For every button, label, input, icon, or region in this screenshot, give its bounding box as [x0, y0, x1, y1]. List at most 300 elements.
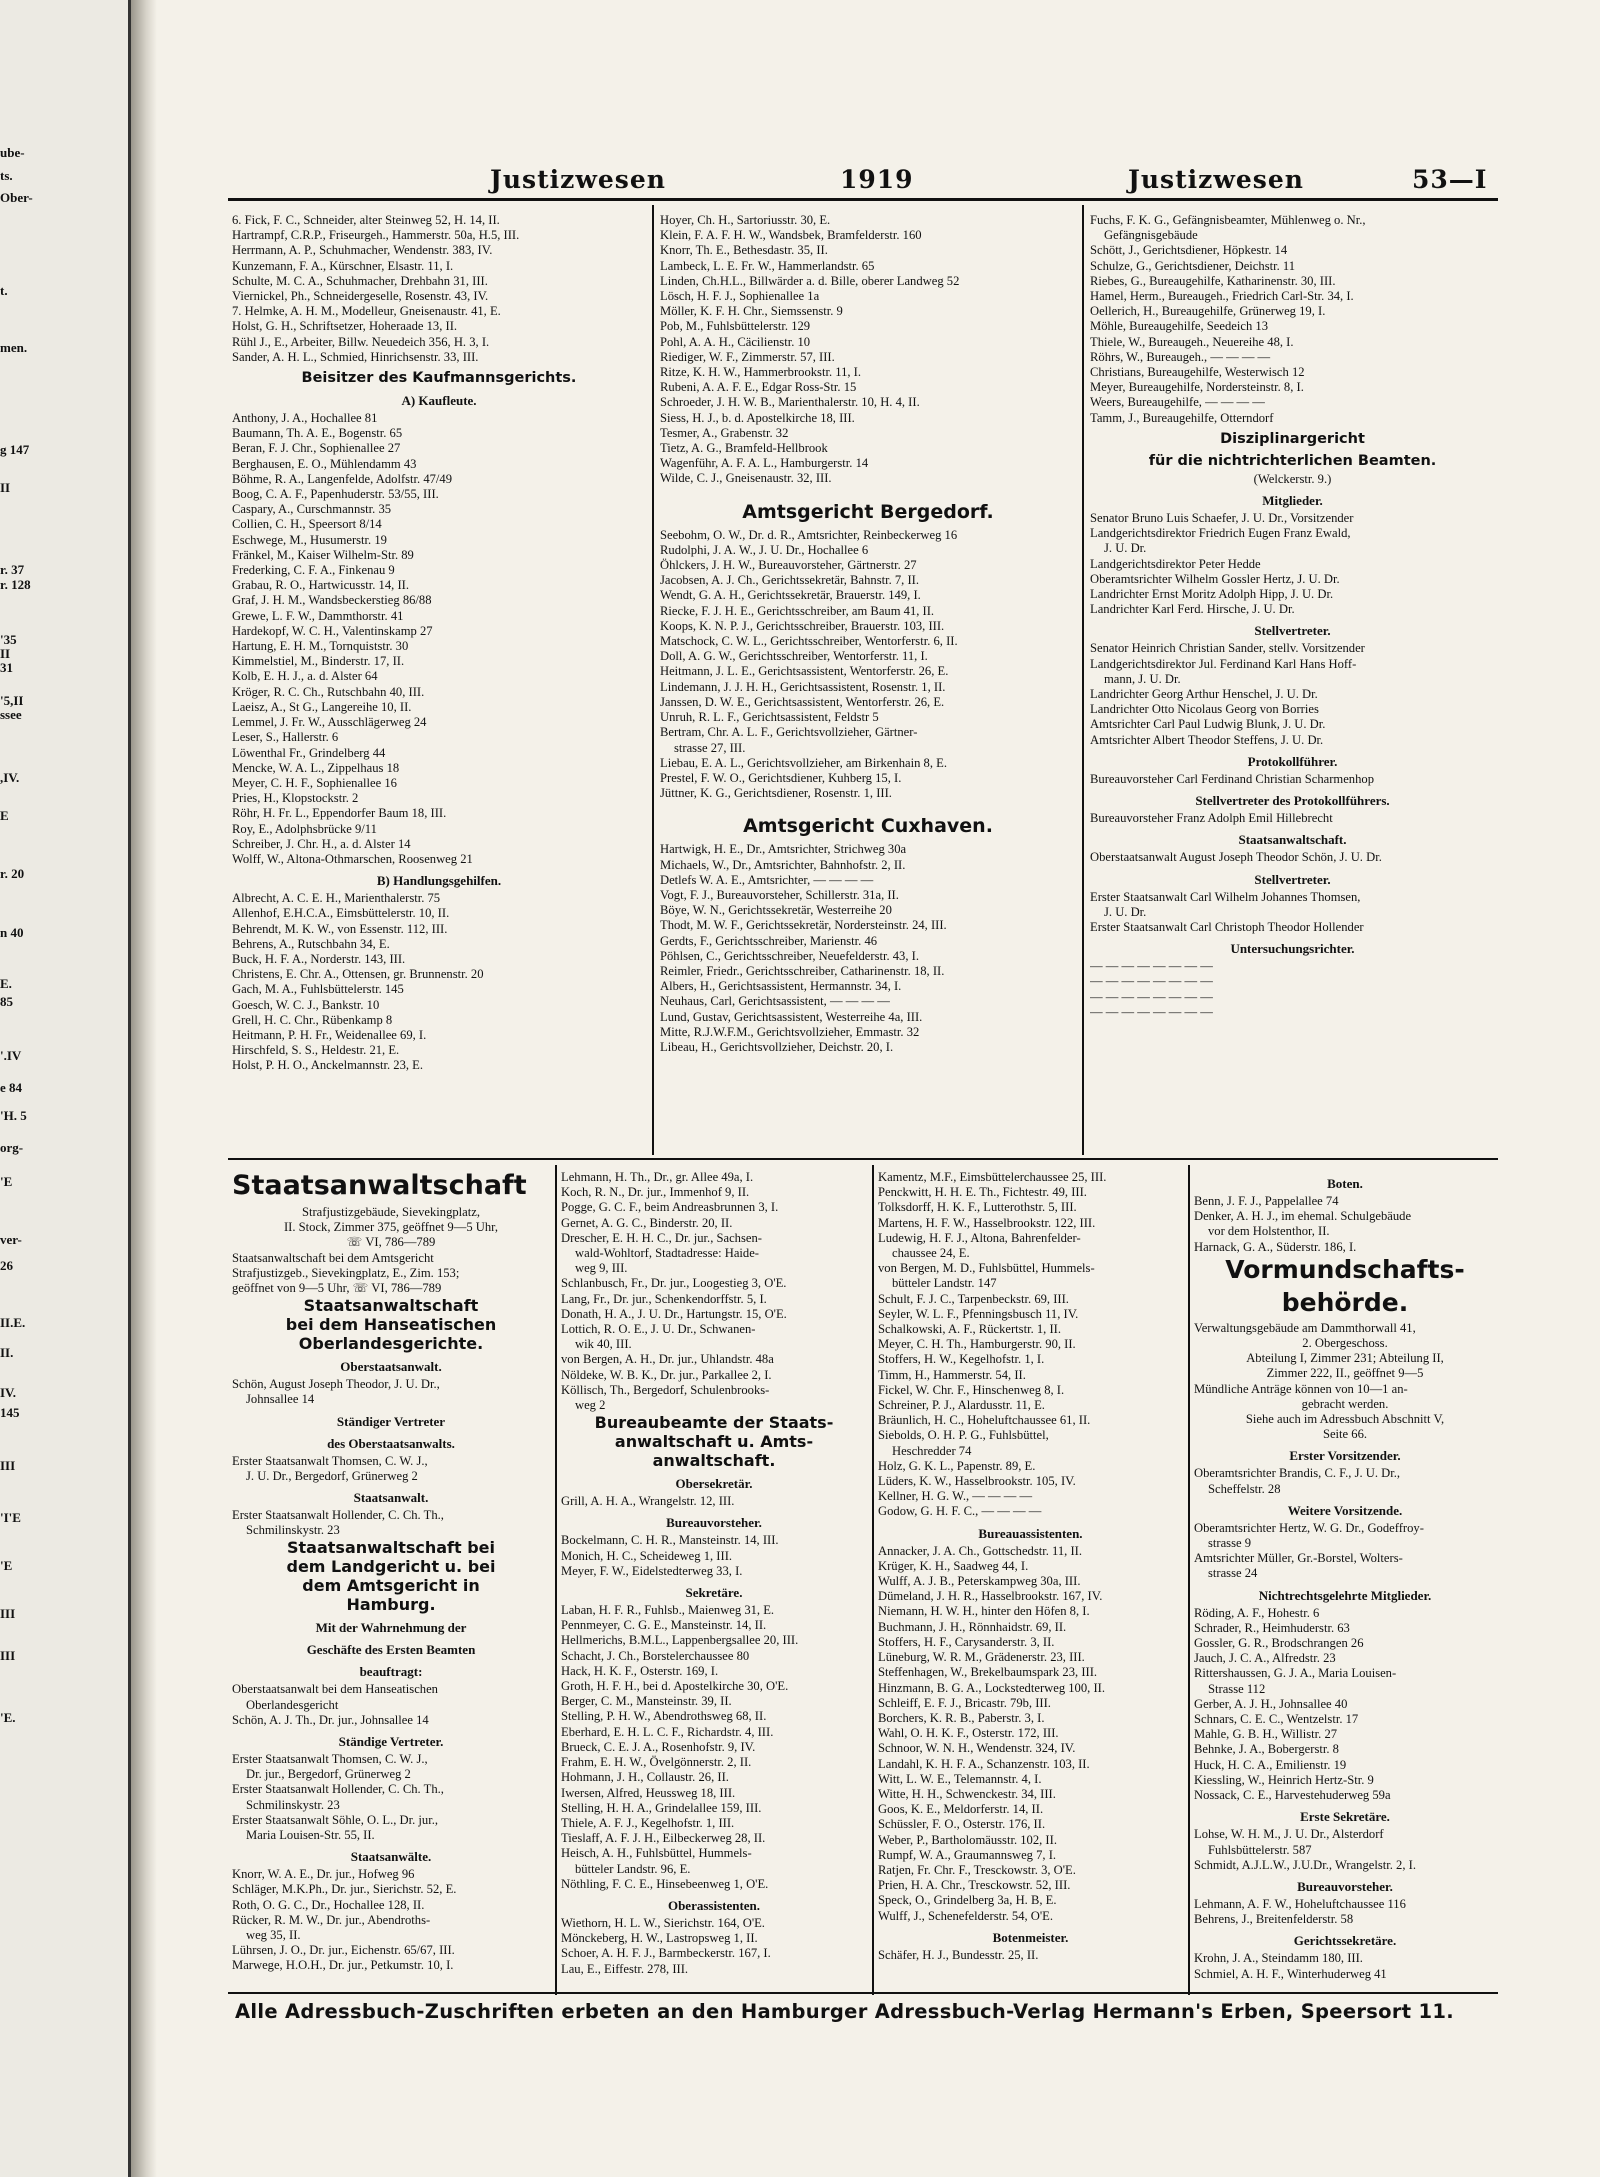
subsection-heading: Oberstaatsanwalt.: [340, 1359, 442, 1375]
directory-entry: Neuhaus, Carl, Gerichtsassistent, — — — —: [660, 994, 890, 1009]
subsection-heading: Boten.: [1327, 1176, 1363, 1191]
entry-continuation: Schmilinskystr. 23: [246, 1523, 340, 1538]
directory-entry: Fuchs, F. K. G., Gefängnisbeamter, Mühlenweg o. Nr.,: [1090, 213, 1366, 227]
directory-entry: Boog, C. A. F., Papenhuderstr. 53/55, III.: [232, 487, 439, 502]
directory-entry: Landgerichtsdirektor Friedrich Eugen Franz Ewald,: [1090, 526, 1351, 541]
directory-entry: Amtsrichter Müller, Gr.-Borstel, Wolters-: [1194, 1551, 1403, 1566]
previous-page-fragment: r. 128: [0, 577, 31, 592]
directory-entry: Röhrs, W., Bureaugeh., — — — —: [1090, 349, 1271, 364]
directory-entry: Riediger, W. F., Zimmerstr. 57, III.: [660, 349, 835, 364]
directory-entry: Kimmelstiel, M., Binderstr. 17, II.: [232, 654, 405, 669]
directory-entry: Hack, H. K. F., Osterstr. 169, I.: [561, 1663, 719, 1678]
header-year: 1919: [840, 165, 914, 194]
directory-entry: Stelling, P. H. W., Abendrothsweg 68, II.: [561, 1709, 767, 1724]
directory-entry: Michaels, W., Dr., Amtsrichter, Bahnhofstr. 2, II.: [660, 857, 906, 872]
directory-entry: Gerber, A. J. H., Johnsallee 40: [1194, 1696, 1348, 1711]
directory-entry: Hoyer, Ch. H., Sartoriusstr. 30, E.: [660, 213, 831, 227]
directory-entry: Harnack, G. A., Süderstr. 186, I.: [1194, 1239, 1357, 1254]
previous-page-fragment: II: [0, 480, 11, 495]
directory-entry: Collien, C. H., Speersort 8/14: [232, 517, 382, 532]
entry-continuation: J. U. Dr., Bergedorf, Grünerweg 2: [246, 1468, 418, 1483]
column-5-staatsanwaelte-bureau: [561, 1170, 867, 1977]
previous-page-fragment: men.: [0, 340, 28, 355]
directory-entry: Drescher, E. H. H. C., Dr. jur., Sachsen-: [561, 1230, 762, 1245]
directory-entry: Lang, Fr., Dr. jur., Schenkendorffstr. 5, I.: [561, 1291, 767, 1306]
directory-entry: Meyer, F. W., Eidelstedterweg 33, I.: [561, 1563, 743, 1578]
directory-entry: Schüssler, F. O., Osterstr. 176, II.: [878, 1817, 1046, 1832]
column-rule: [555, 1165, 557, 1995]
directory-entry: — — — — — — — —: [1090, 989, 1213, 1004]
directory-entry: Wolff, W., Altona-Othmarschen, Roosenweg 21: [232, 851, 473, 866]
previous-page-fragment: II.E.: [0, 1315, 26, 1330]
directory-entry: Speck, O., Grindelberg 3a, H. B, E.: [878, 1893, 1057, 1908]
directory-entry: Bertram, Chr. A. L. F., Gerichtsvollzieher, Gärtner-: [660, 725, 918, 740]
directory-entry: Annacker, J. A. Ch., Gottschedstr. 11, II.: [878, 1543, 1082, 1558]
directory-entry: Stelling, H. H. A., Grindelallee 159, III.: [561, 1800, 762, 1815]
directory-entry: Bureauvorsteher Carl Ferdinand Christian Scharmenhop: [1090, 771, 1374, 786]
directory-entry: Lottich, R. O. E., J. U. Dr., Schwanen-: [561, 1322, 756, 1337]
directory-entry: Unruh, R. L. F., Gerichtsassistent, Feldstr 5: [660, 710, 879, 725]
previous-page-fragment: Ober-: [0, 190, 33, 205]
previous-page-fragment: 'H. 5: [0, 1108, 27, 1123]
directory-entry: Lührsen, J. O., Dr. jur., Eichenstr. 65/67, III.: [232, 1943, 455, 1958]
department-title: behörde.: [1281, 1287, 1409, 1317]
directory-entry: Behrendt, M. K. W., von Essenstr. 112, III.: [232, 921, 448, 936]
directory-entry: Gerdts, F., Gerichtsschreiber, Marienstr. 46: [660, 933, 878, 948]
footer-notice: Alle Adressbuch-Zuschriften erbeten an den Hamburger Adressbuch-Verlag Hermann's Erben, Speersort 11.: [235, 2000, 1454, 2023]
directory-entry: Wulff, J., Schenefelderstr. 54, O'E.: [878, 1908, 1054, 1923]
directory-entry: Kunzemann, F. A., Kürschner, Elsastr. 11, I.: [232, 258, 454, 273]
directory-entry: Berghausen, E. O., Mühlendamm 43: [232, 456, 417, 471]
previous-page-fragment: E: [0, 808, 9, 823]
entry-continuation: strasse 9: [1208, 1536, 1252, 1551]
directory-entry: Mündliche Anträge können von 10—1 an-: [1194, 1381, 1408, 1396]
directory-entry: Tietz, A. G., Bramfeld-Hellbrook: [660, 441, 828, 456]
header-page-number: 53—I: [1412, 165, 1488, 194]
previous-page-fragment: ube-: [0, 145, 25, 160]
directory-entry: Tieslaff, A. F. J. H., Eilbeckerweg 28, II.: [561, 1831, 766, 1846]
subsection-heading: Geschäfte des Ersten Beamten: [306, 1642, 476, 1658]
directory-entry: Riecke, F. J. H. E., Gerichtsschreiber, am Baum 41, II.: [660, 603, 935, 618]
book-gutter: [131, 0, 157, 2177]
directory-entry: Schreiner, P. J., Alardusstr. 11, E.: [878, 1398, 1045, 1413]
subsection-heading: Staatsanwaltschaft.: [1238, 832, 1347, 848]
subsection-heading: Gerichtssekretäre.: [1293, 1933, 1397, 1949]
directory-entry: Lüneburg, W. R. M., Grädenerstr. 23, III.: [878, 1650, 1085, 1665]
directory-entry: Schacht, J. Ch., Borstelerchaussee 80: [561, 1648, 750, 1663]
directory-entry: Gernet, A. G. C., Binderstr. 20, II.: [561, 1215, 733, 1230]
subsection-heading: Untersuchungsrichter.: [1230, 941, 1355, 957]
directory-entry: Schmidt, A.J.L.W., J.U.Dr., Wrangelstr. 2, I.: [1194, 1857, 1416, 1872]
directory-entry: — — — — — — — —: [1090, 959, 1213, 974]
directory-entry: Landrichter Georg Arthur Henschel, J. U. Dr.: [1090, 687, 1318, 702]
directory-entry: Bureauvorsteher Franz Adolph Emil Hillebrecht: [1090, 811, 1333, 826]
directory-entry: Grill, A. H. A., Wrangelstr. 12, III.: [561, 1494, 735, 1509]
directory-entry: Wiethorn, H. L. W., Sierichstr. 164, O'E.: [561, 1915, 765, 1930]
subsection-heading: Erster Vorsitzender.: [1289, 1448, 1401, 1464]
subsection-heading: Nichtrechtsgelehrte Mitglieder.: [1258, 1587, 1432, 1603]
department-subtitle: Staatsanwaltschaft: [303, 1296, 479, 1316]
centered-note: Strafjustizgebäude, Sievekingplatz,: [301, 1205, 480, 1219]
court-heading: Amtsgericht Cuxhaven.: [743, 815, 993, 838]
directory-entry: Oellerich, H., Bureaugehilfe, Grünerweg 19, I.: [1090, 304, 1326, 319]
directory-entry: Eschwege, M., Husumerstr. 19: [232, 532, 387, 547]
department-subtitle: Oberlandesgerichte.: [298, 1334, 484, 1354]
previous-page-fragment: 145: [0, 1405, 20, 1420]
directory-entry: Goos, K. E., Meldorferstr. 14, II.: [878, 1802, 1044, 1817]
directory-entry: Stoffers, H. F., Carysanderstr. 3, II.: [878, 1634, 1055, 1649]
directory-entry: Libeau, H., Gerichtsvollzieher, Deichstr. 20, I.: [660, 1039, 894, 1054]
directory-entry: Fickel, W. Chr. F., Hinschenweg 8, I.: [878, 1382, 1065, 1397]
section-heading: Beisitzer des Kaufmannsgerichts.: [301, 370, 577, 387]
previous-page-fragment: r. 20: [0, 866, 25, 881]
subsection-heading: Ständige Vertreter.: [338, 1734, 444, 1750]
previous-page-fragment: r. 37: [0, 562, 25, 577]
directory-entry: Penckwitt, H. H. E. Th., Fichtestr. 49, III.: [878, 1185, 1087, 1200]
directory-entry: Erster Staatsanwalt Carl Christoph Theodor Hollender: [1090, 919, 1364, 934]
directory-entry: Grabau, R. O., Hartwicusstr. 14, II.: [232, 578, 409, 593]
directory-entry: Köllisch, Th., Bergedorf, Schulenbrooks-: [561, 1382, 770, 1397]
directory-entry: Christens, E. Chr. A., Ottensen, gr. Brunnenstr. 20: [232, 967, 484, 982]
directory-entry: Schnoor, W. N. H., Wendenstr. 324, IV.: [878, 1741, 1076, 1756]
directory-entry: Niemann, H. W. H., hinter den Höfen 8, I.: [878, 1604, 1090, 1619]
entry-continuation: vor dem Holstenthor, II.: [1208, 1224, 1330, 1239]
directory-entry: Weber, P., Bartholomäusstr. 102, II.: [878, 1832, 1057, 1847]
directory-entry: Monich, H. C., Scheideweg 1, III.: [561, 1548, 733, 1563]
directory-entry: Schleiff, E. F. J., Bricastr. 79b, III.: [878, 1695, 1051, 1710]
subsection-heading: beauftragt:: [359, 1664, 423, 1680]
directory-entry: Senator Bruno Luis Schaefer, J. U. Dr., Vorsitzender: [1090, 511, 1354, 526]
entry-continuation: chaussee 24, E.: [892, 1246, 970, 1261]
directory-entry: Wulff, A. J. B., Peterskampweg 30a, III.: [878, 1574, 1081, 1589]
directory-entry: Meyer, C. H. Th., Hamburgerstr. 90, II.: [878, 1337, 1076, 1352]
directory-entry: Prien, H. A. Chr., Tresckowstr. 52, III.: [878, 1878, 1071, 1893]
directory-entry: Marwege, H.O.H., Dr. jur., Petkumstr. 10, I.: [232, 1958, 454, 1973]
directory-entry: 6. Fick, F. C., Schneider, alter Steinweg 52, H. 14, II.: [232, 213, 500, 227]
entry-continuation: Gefängnisgebäude: [1104, 228, 1198, 243]
directory-entry: Schulze, G., Gerichtsdiener, Deichstr. 11: [1090, 258, 1296, 273]
directory-entry: Prestel, F. W. O., Gerichtsdiener, Kuhberg 15, I.: [660, 770, 902, 785]
subsection-heading: Mit der Wahrnehmung der: [315, 1620, 467, 1636]
directory-entry: Jacobsen, A. J. Ch., Gerichtssekretär, Bahnstr. 7, II.: [660, 573, 920, 588]
directory-entry: Herrmann, A. P., Schuhmacher, Wendenstr. 383, IV.: [232, 243, 493, 258]
directory-entry: Behnke, J. A., Bobergerstr. 8: [1194, 1742, 1339, 1757]
previous-page-fragment: III: [0, 1648, 16, 1663]
directory-entry: Kolb, E. H. J., a. d. Alster 64: [232, 669, 378, 684]
directory-entry: Landgerichtsdirektor Jul. Ferdinand Karl Hans Hoff-: [1090, 656, 1357, 671]
previous-page-fragment: 'E: [0, 1558, 13, 1573]
directory-entry: Weers, Bureaugehilfe, — — — —: [1090, 395, 1265, 410]
directory-entry: Nöthling, F. C. E., Hinsebeenweg 1, O'E.: [561, 1876, 769, 1891]
previous-page-fragment: 85: [0, 994, 13, 1009]
column-6-bureauassistenten: [878, 1170, 1183, 1963]
previous-page-fragment: ts.: [0, 168, 13, 183]
subsection-heading: Staatsanwälte.: [350, 1849, 432, 1865]
directory-entry: Oberamtsrichter Hertz, W. G. Dr., Godeffroy-: [1194, 1520, 1424, 1535]
centered-note: ☏ VI, 786—789: [346, 1235, 436, 1250]
directory-entry: Schmiel, A. H. F., Winterhuderweg 41: [1194, 1966, 1387, 1981]
department-subtitle: Hamburg.: [346, 1595, 436, 1615]
directory-entry: Laban, H. F. R., Fuhlsb., Maienweg 31, E.: [561, 1603, 775, 1618]
directory-entry: Knorr, W. A. E., Dr. jur., Hofweg 96: [232, 1867, 415, 1882]
directory-entry: Schroeder, J. H. W. B., Marienthalerstr. 10, H. 4, II.: [660, 395, 920, 410]
subsection-heading: des Oberstaatsanwalts.: [327, 1435, 455, 1451]
directory-entry: Behrens, J., Breitenfelderstr. 58: [1194, 1912, 1354, 1927]
centered-note: Seite 66.: [1322, 1427, 1368, 1442]
directory-entry: Mönckeberg, H. W., Lastropsweg 1, II.: [561, 1931, 758, 1946]
entry-continuation: mann, J. U. Dr.: [1104, 671, 1181, 686]
directory-entry: Roth, O. G. C., Dr., Hochallee 128, II.: [232, 1897, 425, 1912]
previous-page-fragment: 31: [0, 660, 13, 675]
centered-note: II. Stock, Zimmer 375, geöffnet 9—5 Uhr,: [283, 1220, 498, 1235]
previous-page-fragment: '5,II: [0, 693, 24, 708]
previous-page-fragment: 26: [0, 1258, 13, 1273]
subsection-heading: Ständiger Vertreter: [336, 1413, 446, 1429]
previous-page-fragment: ssee: [0, 707, 22, 722]
previous-page-fragment: t.: [0, 283, 8, 298]
directory-entry: Oberamtsrichter Brandis, C. F., J. U. Dr.,: [1194, 1466, 1401, 1481]
directory-entry: von Bergen, A. H., Dr. jur., Uhlandstr. 48a: [561, 1352, 774, 1367]
column-2-upper-middle: [660, 213, 1076, 1055]
entry-continuation: Maria Louisen-Str. 55, II.: [246, 1828, 375, 1843]
directory-entry: Beran, F. J. Chr., Sophienallee 27: [232, 441, 401, 456]
directory-entry: Möhle, Bureaugehilfe, Seedeich 13: [1090, 319, 1269, 334]
directory-entry: Schult, F. J. C., Tarpenbeckstr. 69, III.: [878, 1291, 1069, 1306]
directory-entry: Bockelmann, C. H. R., Mansteinstr. 14, III.: [561, 1533, 779, 1548]
directory-entry: Goesch, W. C. J., Bankstr. 10: [232, 997, 380, 1012]
directory-entry: Rücker, R. M. W., Dr. jur., Abendroths-: [232, 1912, 431, 1927]
directory-entry: Rühl J., E., Arbeiter, Billw. Neuedeich 356, H. 3, I.: [232, 334, 490, 349]
entry-continuation: Johnsallee 14: [246, 1392, 315, 1407]
entry-continuation: strasse 24: [1208, 1566, 1258, 1581]
previous-page-fragment: II.: [0, 1345, 14, 1360]
directory-entry: Koops, K. N. P. J., Gerichtsschreiber, Brauerstr. 103, III.: [660, 618, 945, 633]
directory-entry: Kamentz, M.F., Eimsbüttelerchaussee 25, III.: [878, 1170, 1107, 1184]
directory-entry: Meyer, Bureaugehilfe, Nordersteinstr. 8, I.: [1090, 380, 1304, 395]
directory-entry: Stoffers, H. W., Kegelhofstr. 1, I.: [878, 1352, 1045, 1367]
previous-page-fragment: org-: [0, 1140, 24, 1155]
directory-entry: Steffenhagen, W., Brekelbaumspark 23, III.: [878, 1665, 1098, 1680]
directory-entry: Buchmann, J. H., Rönnhaidstr. 69, II.: [878, 1619, 1067, 1634]
directory-entry: Kiessling, W., Heinrich Hertz-Str. 9: [1194, 1772, 1374, 1787]
subsection-heading: A) Kaufleute.: [401, 393, 477, 409]
directory-entry: Gossler, G. R., Brodschrangen 26: [1194, 1636, 1364, 1651]
directory-entry: Frahm, E. H. W., Övelgönnerstr. 2, II.: [561, 1755, 752, 1770]
entry-continuation: Strasse 112: [1208, 1681, 1266, 1696]
section-heading: für die nichtrichterlichen Beamten.: [1148, 452, 1437, 469]
column-rule: [872, 1165, 874, 1995]
directory-entry: Janssen, D. W. E., Gerichtsassistent, Wentorferstr. 26, E.: [660, 694, 945, 709]
directory-entry: Böhme, R. A., Langenfelde, Adolfstr. 47/49: [232, 471, 453, 486]
directory-entry: Christians, Bureaugehilfe, Westerwisch 12: [1090, 365, 1305, 380]
directory-entry: Ratjen, Fr. Chr. F., Tresckowstr. 3, O'E.: [878, 1862, 1076, 1877]
entry-continuation: weg 2: [575, 1398, 606, 1413]
directory-entry: Mahle, G. B. H., Willistr. 27: [1194, 1727, 1338, 1742]
directory-entry: Lund, Gustav, Gerichtsassistent, Westerreihe 4a, III.: [660, 1009, 923, 1024]
directory-entry: Schulte, M. C. A., Schuhmacher, Drehbahn 31, III.: [232, 273, 488, 288]
department-subtitle: Staatsanwaltschaft bei: [287, 1538, 495, 1558]
directory-entry: Berger, C. M., Mansteinstr. 39, II.: [561, 1694, 732, 1709]
directory-entry: Lehmann, H. Th., Dr., gr. Allee 49a, I.: [561, 1170, 754, 1184]
directory-entry: Tesmer, A., Grabenstr. 32: [660, 425, 789, 440]
directory-entry: Kröger, R. C. Ch., Rutschbahn 40, III.: [232, 684, 425, 699]
subsection-heading: Obersekretär.: [675, 1476, 753, 1492]
directory-entry: Bräunlich, H. C., Hoheluftchaussee 61, II.: [878, 1413, 1091, 1428]
directory-entry: Siess, H. J., b. d. Apostelkirche 18, III.: [660, 410, 855, 425]
subsection-heading: Weitere Vorsitzende.: [1287, 1502, 1403, 1518]
centered-note: Zimmer 222, II., geöffnet 9—5: [1266, 1366, 1424, 1381]
directory-entry: Pennmeyer, C. G. E., Mansteinstr. 14, II.: [561, 1618, 767, 1633]
entry-continuation: Oberlandesgericht: [246, 1697, 339, 1712]
directory-entry: Wendt, G. A. H., Gerichtssekretär, Brauerstr. 149, I.: [660, 588, 921, 603]
directory-entry: Löwenthal Fr., Grindelberg 44: [232, 745, 386, 760]
directory-entry: Seebohm, O. W., Dr. d. R., Amtsrichter, Reinbeckerweg 16: [660, 527, 958, 542]
subsection-heading: Oberassistenten.: [667, 1897, 761, 1913]
subsection-heading: Stellvertreter des Protokollführers.: [1195, 793, 1390, 809]
directory-entry: Hamel, Herm., Bureaugeh., Friedrich Carl-Str. 34, I.: [1090, 289, 1354, 304]
previous-page-fragment: ,IV.: [0, 770, 20, 785]
directory-entry: Verwaltungsgebäude am Dammthorwall 41,: [1194, 1320, 1416, 1335]
subsection-heading: Botenmeister.: [992, 1929, 1069, 1945]
directory-entry: Landahl, K. H. F. A., Schanzenstr. 103, II.: [878, 1756, 1090, 1771]
directory-entry: Holst, G. H., Schriftsetzer, Hoheraade 13, II.: [232, 319, 458, 334]
directory-entry: Krohn, J. A., Steindamm 180, III.: [1194, 1951, 1363, 1966]
column-3-upper-right: [1090, 213, 1495, 1020]
previous-page-fragment: IV.: [0, 1385, 17, 1400]
directory-entry: von Bergen, M. D., Fuhlsbüttel, Hummels-: [878, 1261, 1095, 1276]
department-subtitle: dem Landgericht u. bei: [286, 1557, 496, 1577]
subsection-heading: Bureauvorsteher.: [1297, 1878, 1393, 1894]
directory-entry: Rudolphi, J. A. W., J. U. Dr., Hochallee 6: [660, 542, 869, 557]
directory-entry: Hellmerichs, B.M.L., Lappenbergsallee 20, III.: [561, 1633, 799, 1648]
directory-entry: Erster Staatsanwalt Thomsen, C. W. J.,: [232, 1752, 428, 1767]
header-left-title: Justizwesen: [490, 165, 666, 194]
subsection-heading: Sekretäre.: [685, 1585, 743, 1601]
entry-continuation: weg 35, II.: [246, 1928, 301, 1943]
subsection-heading: Bureauassistenten.: [978, 1525, 1083, 1541]
subsection-heading: Stellvertreter.: [1254, 623, 1331, 639]
directory-entry: Godow, G. H. F. C., — — — —: [878, 1504, 1042, 1519]
previous-page-fragment: III: [0, 1458, 16, 1473]
directory-entry: Lemmel, J. Fr. W., Ausschlägerweg 24: [232, 715, 427, 730]
directory-entry: Gach, M. A., Fuhlsbüttelerstr. 145: [232, 982, 404, 997]
directory-entry: Jüttner, K. G., Gerichtsdiener, Rosenstr. 1, III.: [660, 786, 892, 801]
previous-page-fragment: n 40: [0, 925, 24, 940]
entry-continuation: bütteler Landstr. 96, E.: [575, 1861, 691, 1876]
directory-entry: Witt, L. W. E., Telemannstr. 4, I.: [878, 1771, 1042, 1786]
directory-entry: Behrens, A., Rutschbahn 34, E.: [232, 936, 390, 951]
directory-entry: Tamm, J., Bureaugehilfe, Otterndorf: [1090, 410, 1274, 425]
directory-entry: Thiele, A. F. J., Kegelhofstr. 1, III.: [561, 1815, 735, 1830]
directory-entry: Martens, H. F. W., Hasselbrookstr. 122, III.: [878, 1215, 1096, 1230]
directory-entry: Anthony, J. A., Hochallee 81: [232, 411, 378, 426]
directory-entry: Hardekopf, W. C. H., Valentinskamp 27: [232, 623, 433, 638]
directory-entry: Frederking, C. F. A., Finkenau 9: [232, 563, 395, 578]
directory-entry: Benn, J. F. J., Pappelallee 74: [1194, 1194, 1339, 1208]
directory-entry: Groth, H. F. H., bei d. Apostelkirche 30, O'E.: [561, 1679, 789, 1694]
directory-entry: Heitmann, P. H. Fr., Weidenallee 69, I.: [232, 1027, 427, 1042]
directory-entry: Oberamtsrichter Wilhelm Gossler Hertz, J. U. Dr.: [1090, 571, 1340, 586]
directory-entry: Thodt, M. W. F., Gerichtssekretär, Nordersteinstr. 24, III.: [660, 918, 947, 933]
directory-entry: Holz, G. K. L., Papenstr. 89, E.: [878, 1458, 1036, 1473]
department-subtitle: anwaltschaft u. Amts-: [614, 1432, 814, 1452]
directory-entry: Lau, E., Eiffestr. 278, III.: [561, 1961, 689, 1976]
directory-entry: Schoer, A. H. F. J., Barmbeckerstr. 167, I.: [561, 1946, 771, 1961]
directory-entry: Siebolds, O. H. P. G., Fuhlsbüttel,: [878, 1428, 1049, 1443]
directory-entry: Erster Staatsanwalt Hollender, C. Ch. Th.,: [232, 1782, 444, 1797]
directory-entry: Timm, H., Hammerstr. 54, II.: [878, 1367, 1026, 1382]
directory-entry: Hartung, E. H. M., Tornquiststr. 30: [232, 639, 409, 654]
directory-entry: Linden, Ch.H.L., Billwärder a. d. Bille, oberer Landweg 52: [660, 273, 960, 288]
previous-page-fragment: 'E: [0, 1174, 13, 1189]
directory-entry: Oberstaatsanwalt bei dem Hanseatischen: [232, 1682, 438, 1697]
directory-entry: Riebes, G., Bureaugehilfe, Katharinenstr. 30, III.: [1090, 273, 1336, 288]
directory-entry: Mencke, W. A. L., Zippelhaus 18: [232, 760, 400, 775]
column-rule: [652, 205, 654, 1155]
directory-entry: Hartrampf, C.R.P., Friseurgeh., Hammerstr. 50a, H.5, III.: [232, 228, 520, 243]
centered-note: gebracht werden.: [1301, 1396, 1389, 1411]
directory-entry: Sander, A. H. L., Schmied, Hinrichsenstr. 33, III.: [232, 349, 479, 364]
directory-entry: Pob, M., Fuhlsbüttelerstr. 129: [660, 319, 811, 334]
directory-entry: Hartwigk, H. E., Dr., Amtsrichter, Strichweg 30a: [660, 842, 907, 857]
directory-entry: Oberstaatsanwalt August Joseph Theodor Schön, J. U. Dr.: [1090, 850, 1382, 865]
footer-rule: [228, 1992, 1498, 1994]
directory-entry: Matschock, C. W. L., Gerichtsschreiber, Wentorferstr. 6, II.: [660, 634, 958, 649]
directory-entry: Rubeni, A. A. F. E., Edgar Ross-Str. 15: [660, 380, 857, 395]
directory-entry: Landrichter Otto Nicolaus Georg von Borries: [1090, 702, 1319, 717]
section-heading: Disziplinargericht: [1220, 430, 1365, 447]
directory-entry: Nöldeke, W. B. K., Dr. jur., Parkallee 2, I.: [561, 1367, 772, 1382]
entry-continuation: strasse 27, III.: [674, 740, 746, 755]
entry-continuation: Schmilinskystr. 23: [246, 1797, 340, 1812]
centered-note: Abteilung I, Zimmer 231; Abteilung II,: [1246, 1351, 1444, 1366]
directory-entry: Landrichter Karl Ferd. Hirsche, J. U. Dr.: [1090, 602, 1295, 617]
directory-entry: Doll, A. G. W., Gerichtsschreiber, Wentorferstr. 11, I.: [660, 649, 928, 664]
directory-entry: Donath, H. A., J. U. Dr., Hartungstr. 15, O'E.: [561, 1306, 787, 1321]
subsection-heading: Protokollführer.: [1247, 753, 1338, 769]
directory-entry: Schäfer, H. J., Bundesstr. 25, II.: [878, 1947, 1039, 1962]
entry-continuation: wik 40, III.: [575, 1337, 632, 1352]
department-title: Staatsanwaltschaft: [232, 1170, 527, 1201]
subsection-heading: Mitglieder.: [1262, 493, 1323, 509]
directory-entry: Koch, R. N., Dr. jur., Immenhof 9, II.: [561, 1185, 750, 1200]
directory-entry: Krüger, K. H., Saadweg 44, I.: [878, 1558, 1029, 1573]
directory-entry: Denker, A. H. J., im ehemal. Schulgebäude: [1194, 1209, 1412, 1224]
directory-entry: Erster Staatsanwalt Hollender, C. Ch. Th.,: [232, 1508, 444, 1523]
previous-page-edge: [0, 0, 131, 2177]
department-subtitle: dem Amtsgericht in: [302, 1576, 480, 1596]
directory-entry: 7. Helmke, A. H. M., Modelleur, Gneisenaustr. 41, E.: [232, 304, 501, 319]
court-heading: Amtsgericht Bergedorf.: [742, 500, 994, 523]
previous-page-fragment: II: [0, 646, 11, 661]
directory-entry: Wilde, C. J., Gneisenaustr. 32, III.: [660, 471, 832, 486]
subsection-heading: Stellvertreter.: [1254, 871, 1331, 887]
directory-entry: Meyer, C. H. F., Sophienallee 16: [232, 775, 397, 790]
column-rule: [1188, 1165, 1190, 1995]
previous-page-fragment: '.IV: [0, 1048, 22, 1063]
directory-entry: Liebau, E. A. L., Gerichtsvollzieher, am Birkenhain 8, E.: [660, 755, 947, 770]
directory-entry: Lohse, W. H. M., J. U. Dr., Alsterdorf: [1194, 1827, 1384, 1842]
directory-entry: Wahl, O. H. K. F., Osterstr. 172, III.: [878, 1726, 1059, 1741]
directory-entry: Grell, H. C. Chr., Rübenkamp 8: [232, 1012, 393, 1027]
department-subtitle: bei dem Hanseatischen: [285, 1315, 497, 1335]
directory-entry: Schön, August Joseph Theodor, J. U. Dr.,: [232, 1377, 440, 1392]
directory-entry: geöffnet von 9—5 Uhr, ☏ VI, 786—789: [232, 1281, 442, 1296]
column-rule: [1082, 205, 1084, 1155]
directory-entry: Nossack, C. E., Harvestehuderweg 59a: [1194, 1788, 1391, 1803]
directory-entry: Witte, H. H., Schwenckestr. 34, III.: [878, 1786, 1056, 1801]
directory-entry: Fränkel, M., Kaiser Wilhelm-Str. 89: [232, 547, 414, 562]
